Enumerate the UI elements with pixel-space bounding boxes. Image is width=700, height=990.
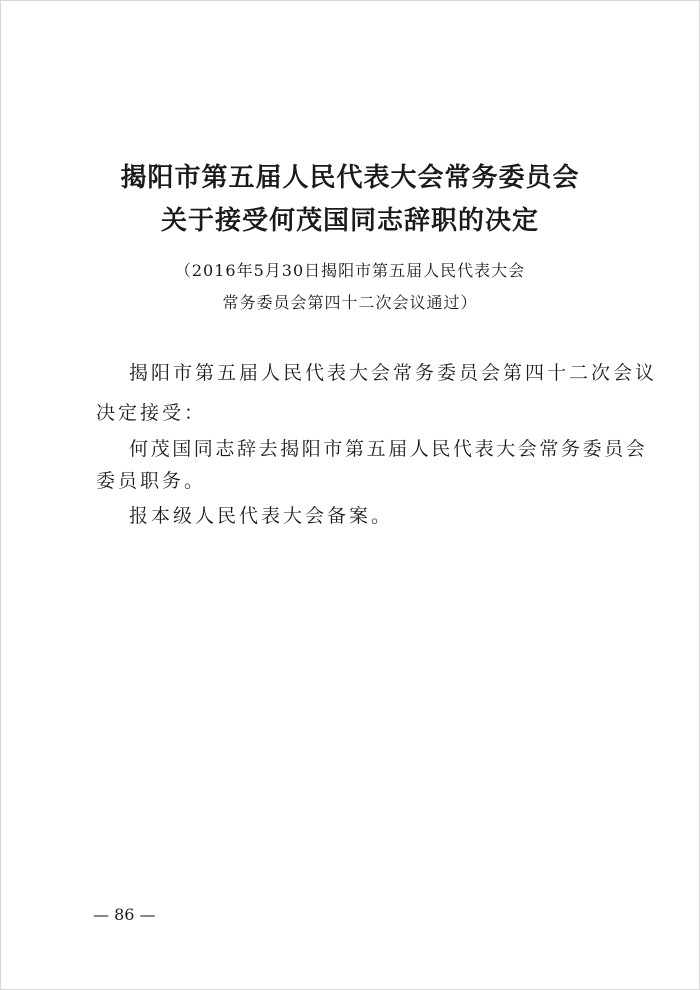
subtitle-line-2: 常务委员会第四十二次会议通过） [222,293,478,312]
body-line-1: 揭阳市第五届人民代表大会常务委员会第四十二次会议 [129,362,658,384]
title-line-2: 关于接受何茂国同志辞职的决定 [160,206,539,236]
body-line-4: 委员职务。 [96,470,207,492]
title-line-1: 揭阳市第五届人民代表大会常务委员会 [120,163,580,193]
body-line-3: 何茂国同志辞去揭阳市第五届人民代表大会常务委员会 [129,438,648,460]
body-line-2: 决定接受： [96,402,207,424]
body-line-5: 报本级人民代表大会备案。 [129,505,394,527]
page-number: — 86 — [93,905,156,924]
subtitle-line-1: （2016年5月30日揭阳市第五届人民代表大会 [174,261,526,280]
